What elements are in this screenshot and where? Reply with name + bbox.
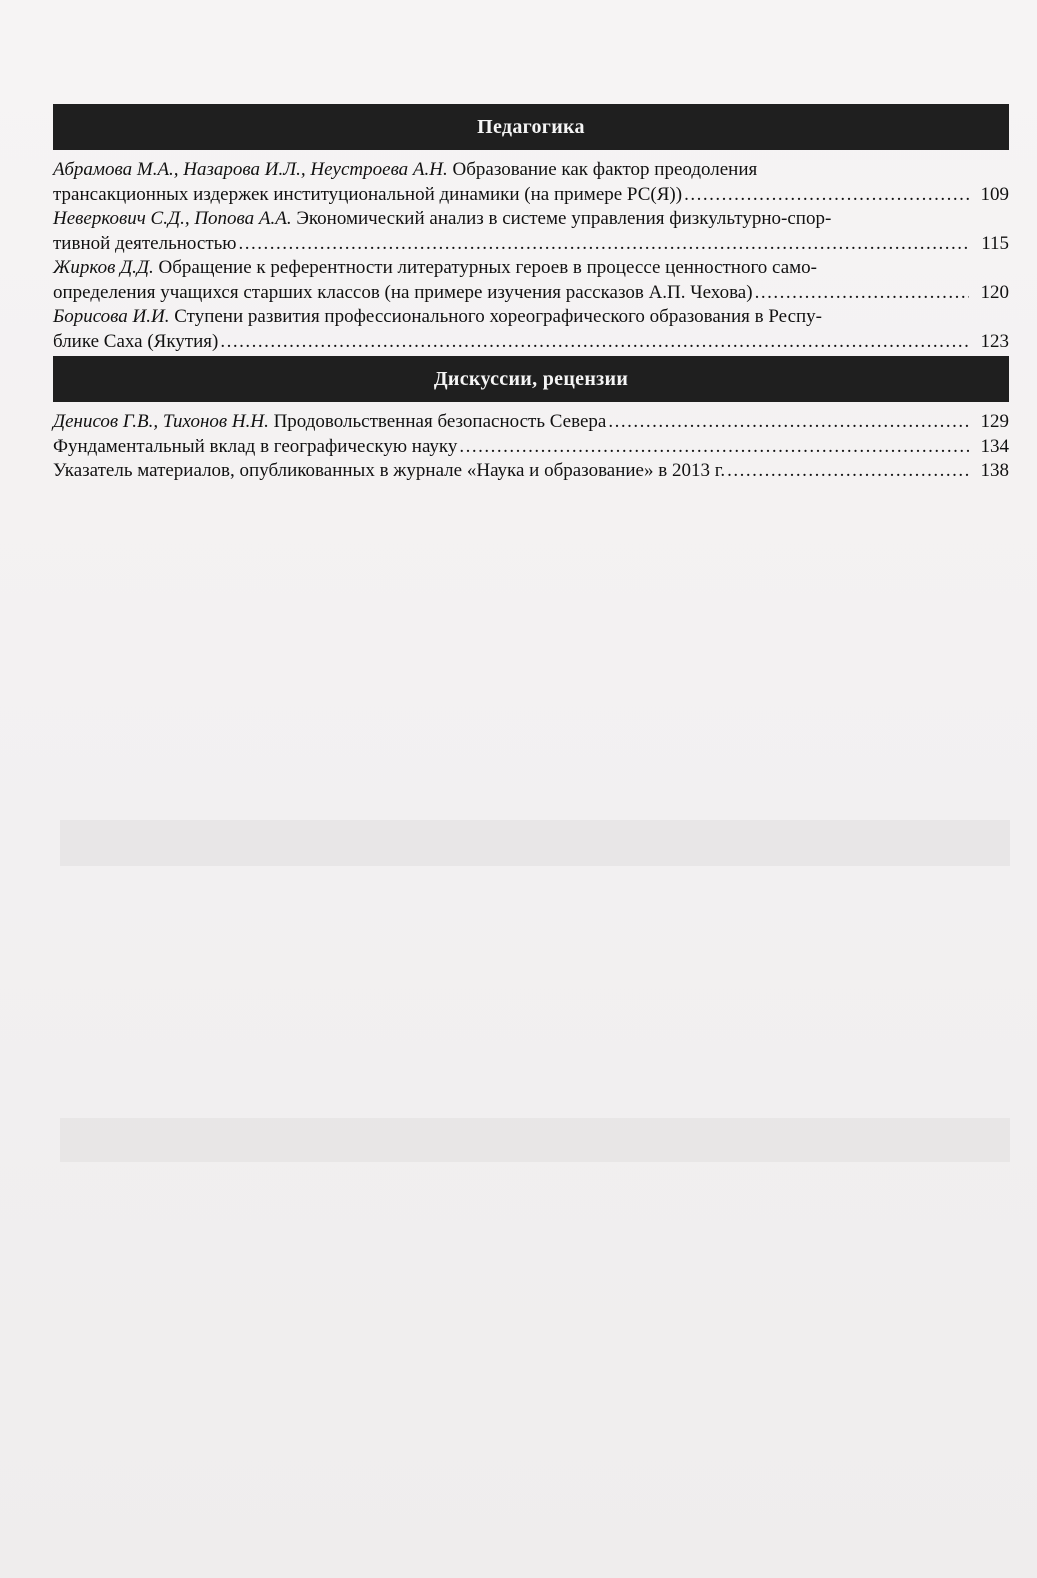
leader-dots [239, 232, 970, 257]
leader-dots [220, 330, 969, 355]
toc-entry-line [53, 330, 1009, 355]
leader-dots [755, 281, 969, 306]
toc-entry-page: 115 [981, 232, 1009, 254]
toc-entry[interactable] [53, 459, 1009, 484]
toc-entry-authors: Неверкович С.Д., Попова А.А. [53, 208, 292, 229]
bleed-through-band [60, 1118, 1010, 1162]
section-header-pedagogy: Педагогика [53, 104, 1009, 150]
toc-entry-line [53, 459, 1009, 484]
toc-entry-page: 129 [980, 411, 1009, 432]
section-header-discussions: Дискуссии, рецензии [53, 356, 1009, 402]
toc-entry-line [53, 232, 1009, 257]
toc-entry-line [53, 281, 1009, 306]
toc-entry-title: трансакционных издержек институциональной динамики (на примере РС(Я)) [53, 183, 683, 205]
toc-entry-title: Обращение к референтности литературных героев в процессе ценностного само- [153, 257, 817, 278]
toc-entry-line [53, 158, 1009, 183]
toc-entry-line [53, 183, 1009, 208]
leader-dots [684, 183, 969, 208]
toc-entry-page: 109 [980, 183, 1009, 205]
toc-entry-title: Экономический анализ в системе управления физкультурно-спор- [291, 208, 832, 229]
table-of-contents [53, 104, 1009, 486]
section-entries-discussions [53, 402, 1009, 486]
leader-dots [608, 410, 969, 435]
toc-entry-title: Указатель материалов, опубликованных в журнале «Наука и образование» в 2013 г. [53, 460, 726, 481]
toc-entry-page: 134 [980, 435, 1009, 457]
toc-entry-page: 120 [980, 281, 1009, 303]
toc-entry-title: тивной деятельностью [53, 232, 237, 254]
toc-entry[interactable] [53, 207, 1009, 256]
leader-dots [727, 459, 969, 484]
toc-entry[interactable] [53, 158, 1009, 207]
toc-entry-line [53, 305, 1009, 330]
section-entries-pedagogy [53, 150, 1009, 356]
toc-entry-page: 138 [980, 460, 1009, 481]
toc-entry-page: 123 [980, 330, 1009, 352]
toc-entry[interactable] [53, 435, 1009, 460]
toc-entry-title: определения учащихся старших классов (на примере изучения рассказов А.П. Чехова) [53, 281, 753, 303]
toc-entry-line [53, 435, 1009, 460]
toc-entry[interactable] [53, 256, 1009, 305]
toc-entry-authors: Борисова И.И. [53, 306, 170, 327]
toc-entry-title: Ступени развития профессионального хореографического образования в Респу- [169, 306, 822, 327]
toc-entry-title: Фундаментальный вклад в географическую науку [53, 435, 458, 457]
toc-entry[interactable] [53, 410, 1009, 435]
leader-dots [459, 435, 969, 460]
toc-entry-line [53, 410, 1009, 435]
toc-entry-title: Продовольственная безопасность Севера [268, 411, 607, 432]
toc-entry-line [53, 256, 1009, 281]
toc-entry-authors: Жирков Д.Д. [53, 257, 154, 278]
toc-entry-authors: Абрамова М.А., Назарова И.Л., Неустроева А.Н. [53, 159, 448, 180]
toc-entry-authors: Денисов Г.В., Тихонов Н.Н. [53, 411, 269, 432]
toc-entry-title: Образование как фактор преодоления [447, 159, 758, 180]
toc-entry-line [53, 207, 1009, 232]
toc-entry-title: блике Саха (Якутия) [53, 330, 219, 352]
bleed-through-band [60, 820, 1010, 866]
toc-entry[interactable] [53, 305, 1009, 354]
